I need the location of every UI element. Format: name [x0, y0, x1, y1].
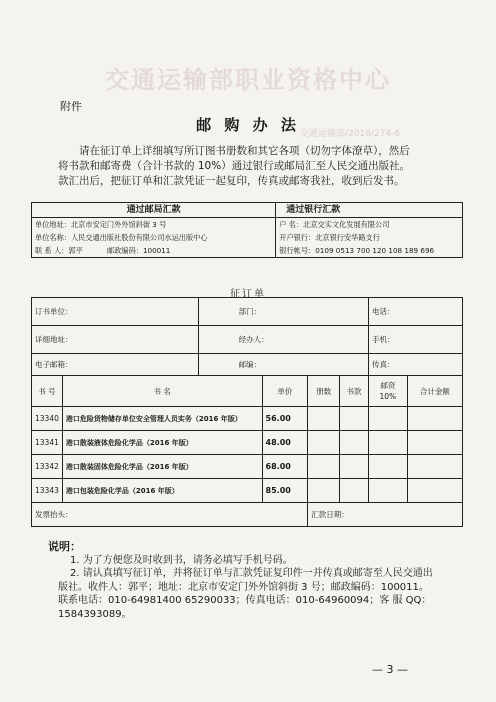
book-total-cell[interactable] — [407, 455, 462, 479]
order-fax-field[interactable]: 传真： — [368, 354, 462, 376]
book-row — [32, 479, 463, 503]
col-copies: 册数 — [308, 376, 340, 407]
book-amount-cell[interactable] — [340, 407, 369, 431]
note-item: 1. 为了方便您及时收到书，请务必填写手机号码。 — [70, 554, 293, 566]
book-price: 56.00 — [262, 407, 308, 431]
postal-address: 单位地址：北京市安定门外外馆斜街 3 号 — [35, 220, 167, 229]
bank-name: 开户银行：北京银行安华路支行 — [279, 233, 380, 242]
postal-remit-header: 通过邮局汇款 — [32, 203, 276, 218]
postal-postcode: 邮政编码：100011 — [107, 246, 171, 255]
page-number: — 3 — — [372, 663, 408, 676]
order-mobile-field[interactable]: 手机： — [368, 326, 462, 354]
col-price: 单价 — [262, 376, 308, 407]
notes-title: 说明： — [48, 540, 81, 553]
book-copies-cell[interactable] — [308, 455, 340, 479]
book-copies-cell[interactable] — [308, 431, 340, 455]
order-postcode-field[interactable]: 邮编： — [198, 354, 368, 376]
note-item: 2. 请认真填写征订单，并将征订单与汇款凭证复印件一并传真或邮寄至人民交通出版社。收件人：郭平；地址：北京市安定门外外馆斜街 3 号；邮政编码：100011。联系电话：010-64981400 65290033；传真电话：010-64960094；客 服 QQ：1584393089。 — [58, 568, 433, 620]
book-postage-cell[interactable] — [368, 479, 407, 503]
book-price: 68.00 — [262, 455, 308, 479]
book-name: 港口包装危险化学品（2016 年版） — [62, 479, 262, 503]
document-number: 交通运输部/2016/274-6 — [300, 129, 401, 139]
book-price: 48.00 — [262, 431, 308, 455]
postal-unit: 单位名称：人民交通出版社股份有限公司水运出版中心 — [35, 233, 208, 242]
order-email-field[interactable]: 电子邮箱： — [32, 354, 199, 376]
bank-account-number: 银行帐号：0109 0513 700 120 108 189 696 — [279, 246, 435, 255]
book-name: 港口散装液体危险化学品（2016 年版） — [62, 431, 262, 455]
book-amount-cell[interactable] — [340, 455, 369, 479]
book-row — [32, 431, 463, 455]
book-total-cell[interactable] — [407, 479, 462, 503]
order-handler-field[interactable]: 经办人： — [198, 326, 368, 354]
order-address-field[interactable]: 详细地址： — [32, 326, 199, 354]
book-no: 13341 — [32, 431, 63, 455]
book-total-cell[interactable] — [407, 431, 462, 455]
invoice-payer-field[interactable]: 发票抬头： — [32, 503, 308, 527]
col-amount: 书款 — [340, 376, 369, 407]
col-postage: 邮资 10% — [368, 376, 407, 407]
book-postage-cell[interactable] — [368, 455, 407, 479]
book-row — [32, 455, 463, 479]
bank-remit-header: 通过银行汇款 — [276, 203, 463, 218]
col-total: 合计金额 — [407, 376, 462, 407]
page-title: 邮 购 办 法 — [196, 116, 300, 134]
book-postage-cell[interactable] — [368, 431, 407, 455]
book-copies-cell[interactable] — [308, 479, 340, 503]
postal-remit-info — [32, 218, 276, 258]
book-amount-cell[interactable] — [340, 431, 369, 455]
book-price: 85.00 — [262, 479, 308, 503]
col-book-no: 书 号 — [32, 376, 63, 407]
postal-contact: 联 系 人：郭平 — [35, 246, 83, 255]
book-copies-cell[interactable] — [308, 407, 340, 431]
col-book-name: 书 名 — [62, 376, 262, 407]
book-no: 13340 — [32, 407, 63, 431]
notes-section — [48, 540, 438, 621]
remittance-table — [31, 202, 463, 258]
book-table-header — [32, 376, 463, 407]
book-amount-cell[interactable] — [340, 479, 369, 503]
book-postage-cell[interactable] — [368, 407, 407, 431]
book-no: 13343 — [32, 479, 63, 503]
intro-paragraph: 请在征订单上详细填写所订图书册数和其它各项（切勿字体潦草），然后将书款和邮寄费（合计书款的 10%）通过银行或邮局汇至人民交通出版社。款汇出后，把征订单和汇款凭证一起复印，传真或邮寄我社，收到后发书。 — [58, 145, 411, 187]
book-name: 港口散装固体危险化学品（2016 年版） — [62, 455, 262, 479]
postal-contact-row — [32, 244, 275, 257]
bank-remit-info — [276, 218, 463, 258]
order-form — [31, 297, 463, 527]
order-form-title: 征订单 — [230, 289, 266, 300]
book-row — [32, 407, 463, 431]
bank-account-name: 户 名：北京交实文化发展有限公司 — [279, 220, 390, 229]
order-phone-field[interactable]: 电话： — [368, 298, 462, 326]
book-name: 港口危险货物储存单位安全管理人员实务（2016 年版） — [62, 407, 262, 431]
remit-date-field[interactable]: 汇款日期： — [308, 503, 463, 527]
book-no: 13342 — [32, 455, 63, 479]
watermark: 交通运输部职业资格中心 — [105, 66, 391, 94]
attachment-label: 附件 — [60, 100, 82, 113]
book-total-cell[interactable] — [407, 407, 462, 431]
order-unit-field[interactable]: 订书单位： — [32, 298, 199, 326]
order-dept-field[interactable]: 部门： — [198, 298, 368, 326]
